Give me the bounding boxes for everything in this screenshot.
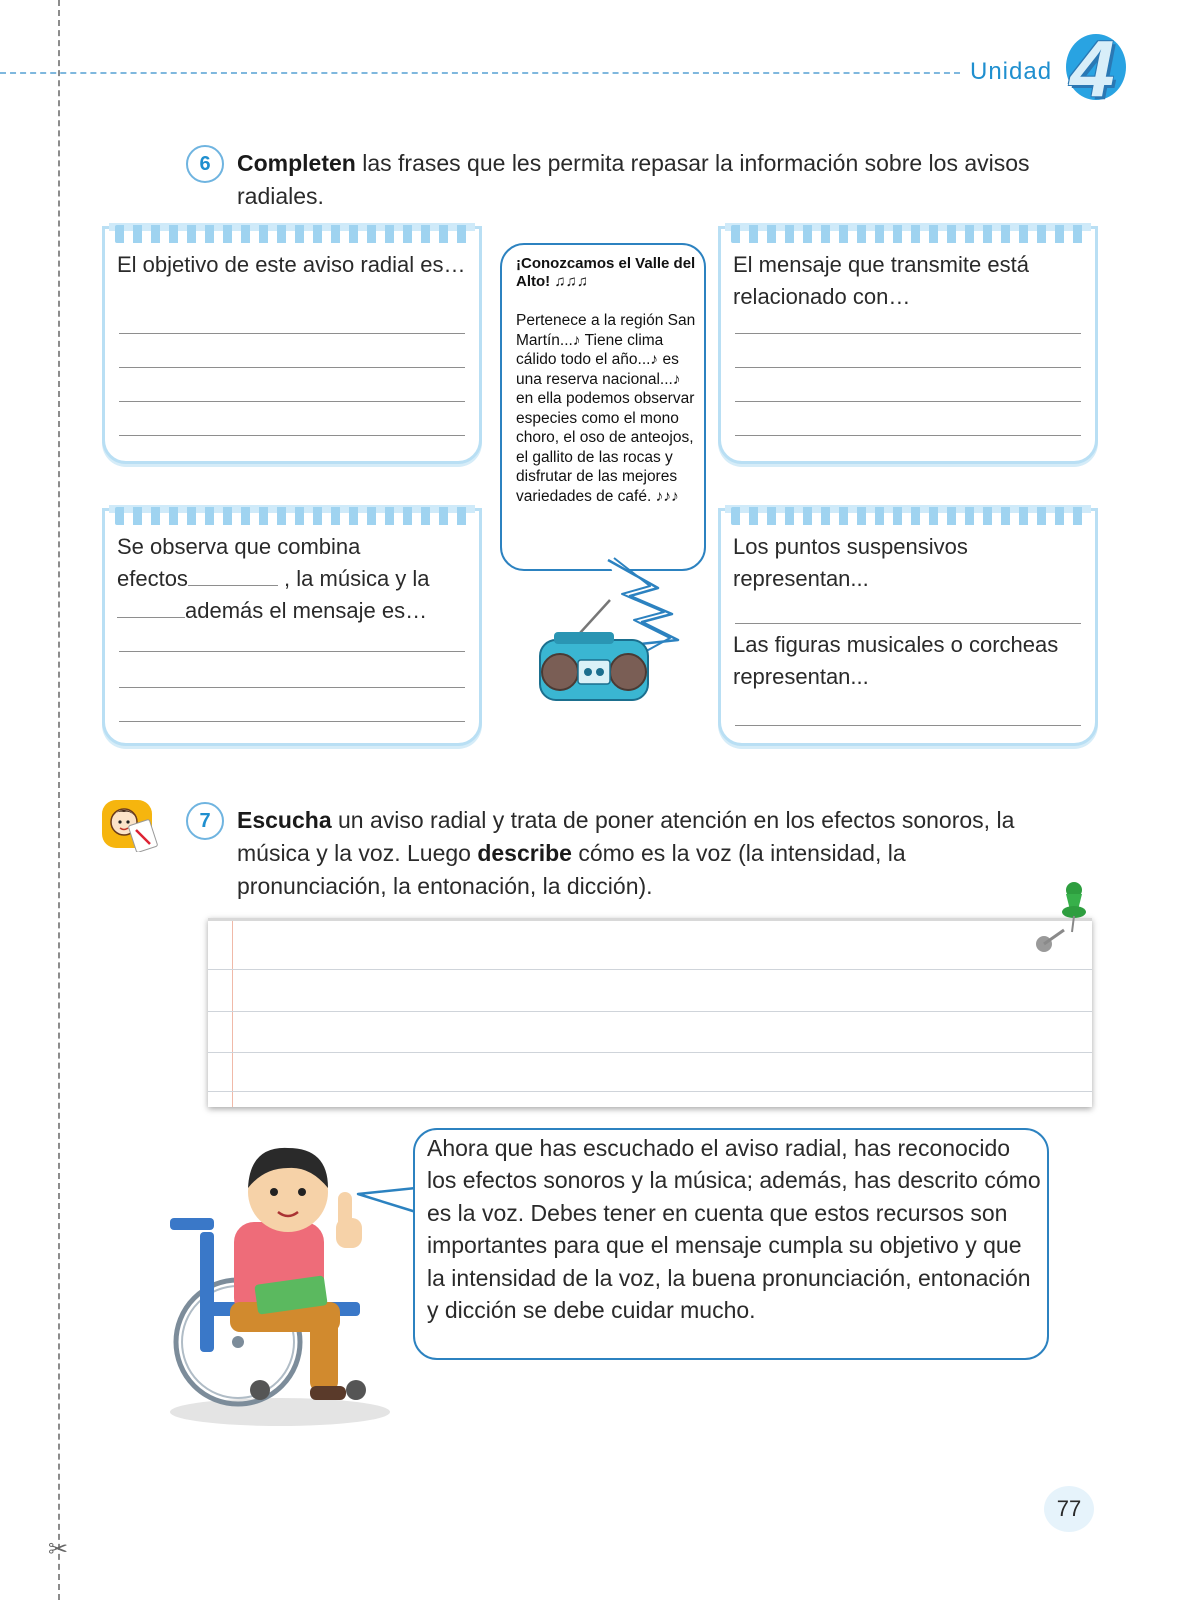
writing-line[interactable] (735, 623, 1081, 624)
writing-line[interactable] (119, 435, 465, 436)
speech-text: Ahora que has escuchado el aviso radial, has reconocido los efectos sonoros y la música; además, has descrito cómo es la voz. Debes tener en cuenta que estos recursos son importantes para que el mensaje cumpla su objetivo y que la intensidad de la voz, la buena pronunciación, entonación y dicción se debe cuidar mucho. (427, 1135, 1041, 1324)
page-number: 77 (1056, 1496, 1082, 1521)
note-box-mensaje-text: El mensaje que transmite está relacionado con… (733, 252, 1029, 309)
writing-line[interactable] (119, 721, 465, 722)
note-box-puntos-text-2: Las figuras musicales o corcheas representan... (733, 632, 1059, 689)
writing-line[interactable] (735, 367, 1081, 368)
note-box-combina-text (117, 531, 467, 627)
pushpin-icon (1030, 880, 1090, 960)
activity-7-text-1: un aviso radial y trata de poner atención en los efectos sonoros, la música y la voz. Luego (237, 807, 1015, 866)
note-box-mensaje (718, 226, 1098, 464)
activity-6-instruction (237, 147, 1087, 213)
activity-7-number: 7 (186, 802, 224, 840)
boy-wheelchair-illustration (160, 1132, 420, 1432)
activity-6-verb: Completen (237, 150, 356, 176)
radio-illustration (530, 548, 690, 708)
notebook-margin (232, 921, 233, 1107)
scissors-icon: ✂ (48, 1536, 69, 1563)
activity-6-number: 6 (186, 145, 224, 183)
writing-line[interactable] (119, 651, 465, 652)
unit-number: 4 (1070, 24, 1115, 113)
combina-line-2b: , la música y la (277, 566, 430, 591)
writing-line[interactable] (735, 725, 1081, 726)
activity-6-text: las frases que les permita repasar la información sobre los avisos radiales. (237, 150, 1030, 209)
writing-line[interactable] (119, 401, 465, 402)
writing-line[interactable] (119, 333, 465, 334)
activity-7-text-2: cómo es la voz (la intensidad, la pronunciación, la entonación, la dicción). (237, 840, 906, 899)
speech-bubble (413, 1128, 1049, 1360)
combina-line-3: además el mensaje es… (185, 598, 428, 623)
notebook-line[interactable] (208, 1091, 1092, 1092)
notebook-line[interactable] (208, 1052, 1092, 1053)
note-box-objetivo-text: El objetivo de este aviso radial es… (117, 252, 466, 277)
radio-ad-title: ¡Conozcamos el Valle del Alto! ♫♫♫ (516, 255, 696, 290)
note-box-combina (102, 508, 482, 746)
activity-7-verb-2: describe (477, 840, 572, 866)
note-box-objetivo (102, 226, 482, 464)
writing-line[interactable] (119, 367, 465, 368)
notebook-line[interactable] (208, 1011, 1092, 1012)
girl-writing-icon (102, 800, 160, 852)
cut-line (58, 0, 60, 1600)
blank-efectos[interactable] (188, 585, 278, 586)
radio-ad-body: Pertenece a la región San Martín...♪ Tiene clima cálido todo el año...♪ es una reserva nacional...♪ en ella podemos observar especies como el mono choro, el oso de anteojos, el gallito de las rocas y disfrutar de las mejores variedades de café. ♪♪♪ (516, 312, 696, 505)
radio-ad-bubble (500, 243, 706, 571)
combina-line-1: Se observa que combina (117, 534, 361, 559)
unit-label: Unidad (970, 58, 1053, 85)
activity-7-instruction (237, 804, 1037, 903)
blank-voz[interactable] (117, 617, 185, 618)
note-box-puntos (718, 508, 1098, 746)
activity-7-verb-1: Escucha (237, 807, 332, 833)
combina-line-2a: efectos (117, 566, 188, 591)
writing-line[interactable] (735, 435, 1081, 436)
header-divider (0, 72, 960, 74)
writing-line[interactable] (735, 401, 1081, 402)
writing-line[interactable] (119, 687, 465, 688)
notebook-answer-area[interactable] (208, 918, 1092, 1107)
writing-line[interactable] (735, 333, 1081, 334)
speech-tail (356, 1184, 418, 1218)
notebook-line[interactable] (208, 969, 1092, 970)
note-box-puntos-text-1: Los puntos suspensivos representan... (733, 534, 968, 591)
